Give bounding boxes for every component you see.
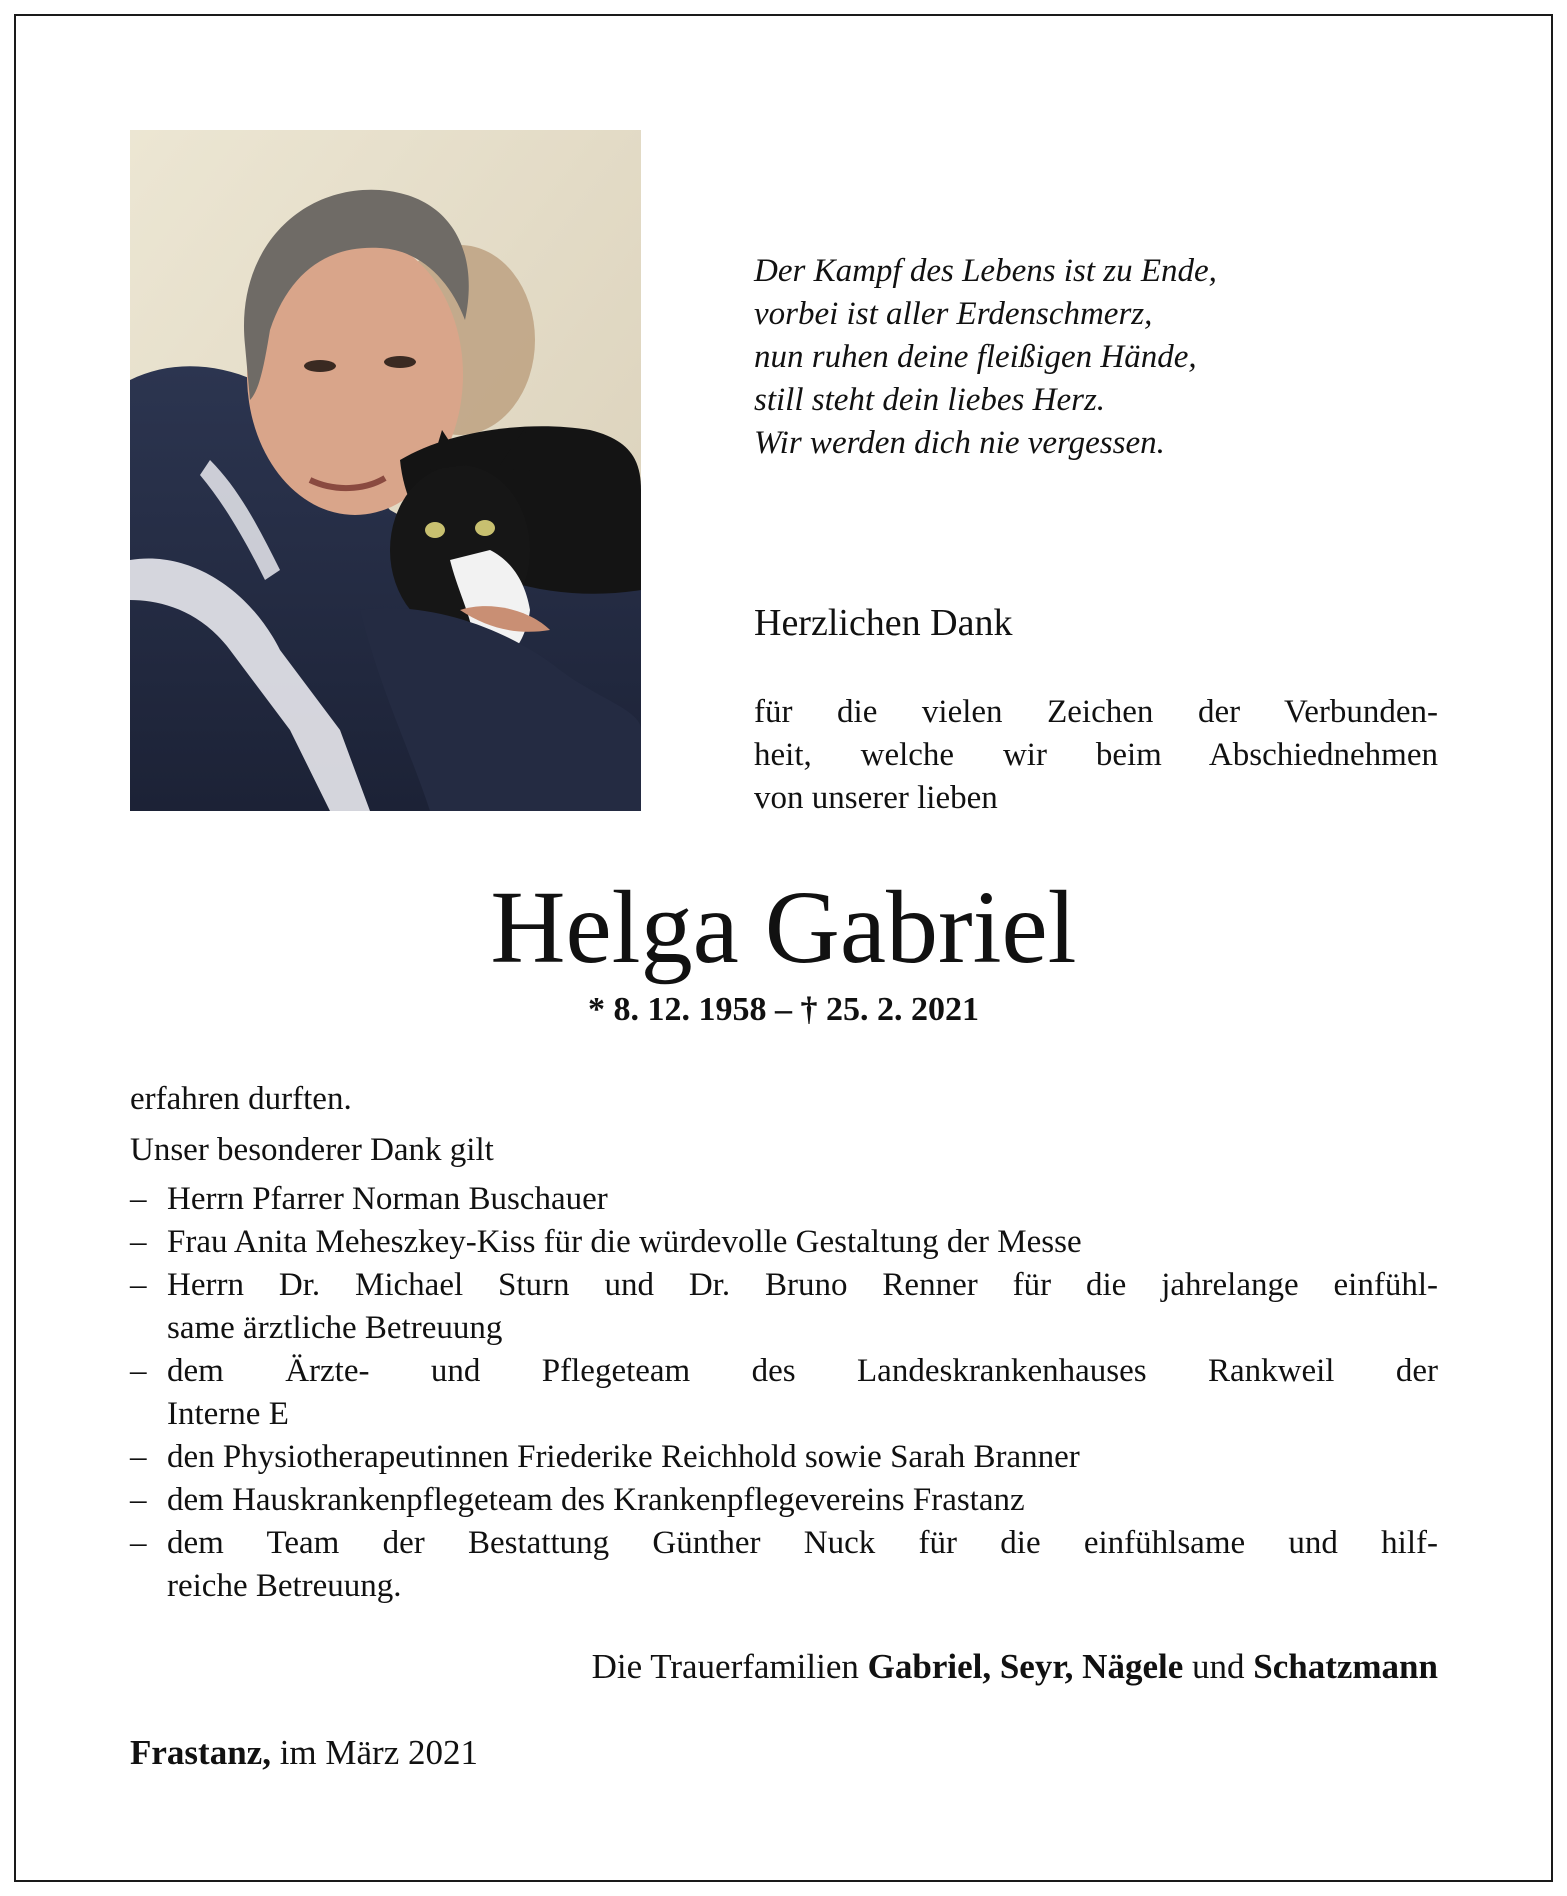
thanks-line: von unserer lieben — [754, 780, 998, 816]
mourning-families — [130, 1645, 1438, 1689]
list-item-text: Frau Anita Meheszkey-Kiss für die würdevolle Gestaltung der Messe — [167, 1224, 1082, 1260]
list-item — [130, 1178, 1438, 1221]
list-item-text: dem Team der Bestattung Günther Nuck für die einfühlsame und hilf- — [167, 1525, 1438, 1561]
thanks-heading: Herzlichen Dank — [754, 602, 1013, 644]
list-item — [130, 1522, 1438, 1608]
list-item — [130, 1350, 1438, 1436]
list-item-text: dem Hauskrankenpflegeteam des Krankenpflegevereins Frastanz — [167, 1482, 1025, 1518]
place-city: Frastanz, — [130, 1733, 271, 1772]
family-name: Seyr, — [999, 1647, 1074, 1686]
signature-prefix: Die Trauerfamilien — [591, 1647, 859, 1686]
list-item — [130, 1436, 1438, 1479]
acknowledgements — [130, 1078, 1438, 1608]
poem-line: vorbei ist aller Erdenschmerz, — [754, 296, 1153, 332]
poem — [754, 250, 1454, 465]
thanks-line: für die vielen Zeichen der Verbunden- — [754, 694, 1438, 730]
place-month: im März 2021 — [279, 1733, 478, 1772]
list-item-text: dem Ärzte- und Pflegeteam des Landeskrankenhauses Rankweil der — [167, 1353, 1438, 1389]
list-item-text: reiche Betreuung. — [167, 1568, 402, 1604]
place-date — [130, 1731, 478, 1775]
thanks-intro — [754, 691, 1438, 820]
dash-marker: – — [130, 1353, 147, 1389]
poem-line: Wir werden dich nie vergessen. — [754, 425, 1165, 461]
list-item — [130, 1264, 1438, 1350]
thanks-line: heit, welche wir beim Abschiednehmen — [754, 737, 1438, 773]
poem-line: still steht dein liebes Herz. — [754, 382, 1106, 418]
dash-marker: – — [130, 1181, 147, 1217]
dash-marker: – — [130, 1224, 147, 1260]
dash-marker: – — [130, 1482, 147, 1518]
deceased-name: Helga Gabriel — [490, 870, 1077, 985]
list-item-text: den Physiotherapeutinnen Friederike Reichhold sowie Sarah Branner — [167, 1439, 1080, 1475]
poem-line: nun ruhen deine fleißigen Hände, — [754, 339, 1197, 375]
family-name: Schatzmann — [1253, 1647, 1438, 1686]
body-line: Unser besonderer Dank gilt — [130, 1132, 494, 1168]
dash-marker: – — [130, 1267, 147, 1303]
dash-marker: – — [130, 1525, 147, 1561]
list-item-text: Herrn Dr. Michael Sturn und Dr. Bruno Renner für die jahrelange einfühl- — [167, 1267, 1438, 1303]
list-item-text: Interne E — [167, 1396, 289, 1432]
poem-line: Der Kampf des Lebens ist zu Ende, — [754, 253, 1217, 289]
dash-marker: – — [130, 1439, 147, 1475]
family-name: Gabriel, — [867, 1647, 992, 1686]
life-dates: * 8. 12. 1958 – † 25. 2. 2021 — [588, 991, 979, 1028]
thanks-list — [130, 1178, 1438, 1608]
list-item-text: Herrn Pfarrer Norman Buschauer — [167, 1181, 608, 1217]
list-item-text: same ärztliche Betreuung — [167, 1310, 503, 1346]
signature-connector: und — [1192, 1647, 1245, 1686]
portrait-photo — [130, 130, 641, 811]
list-item — [130, 1479, 1438, 1522]
family-name: Nägele — [1082, 1647, 1184, 1686]
list-item — [130, 1221, 1438, 1264]
body-line: erfahren durften. — [130, 1081, 352, 1117]
